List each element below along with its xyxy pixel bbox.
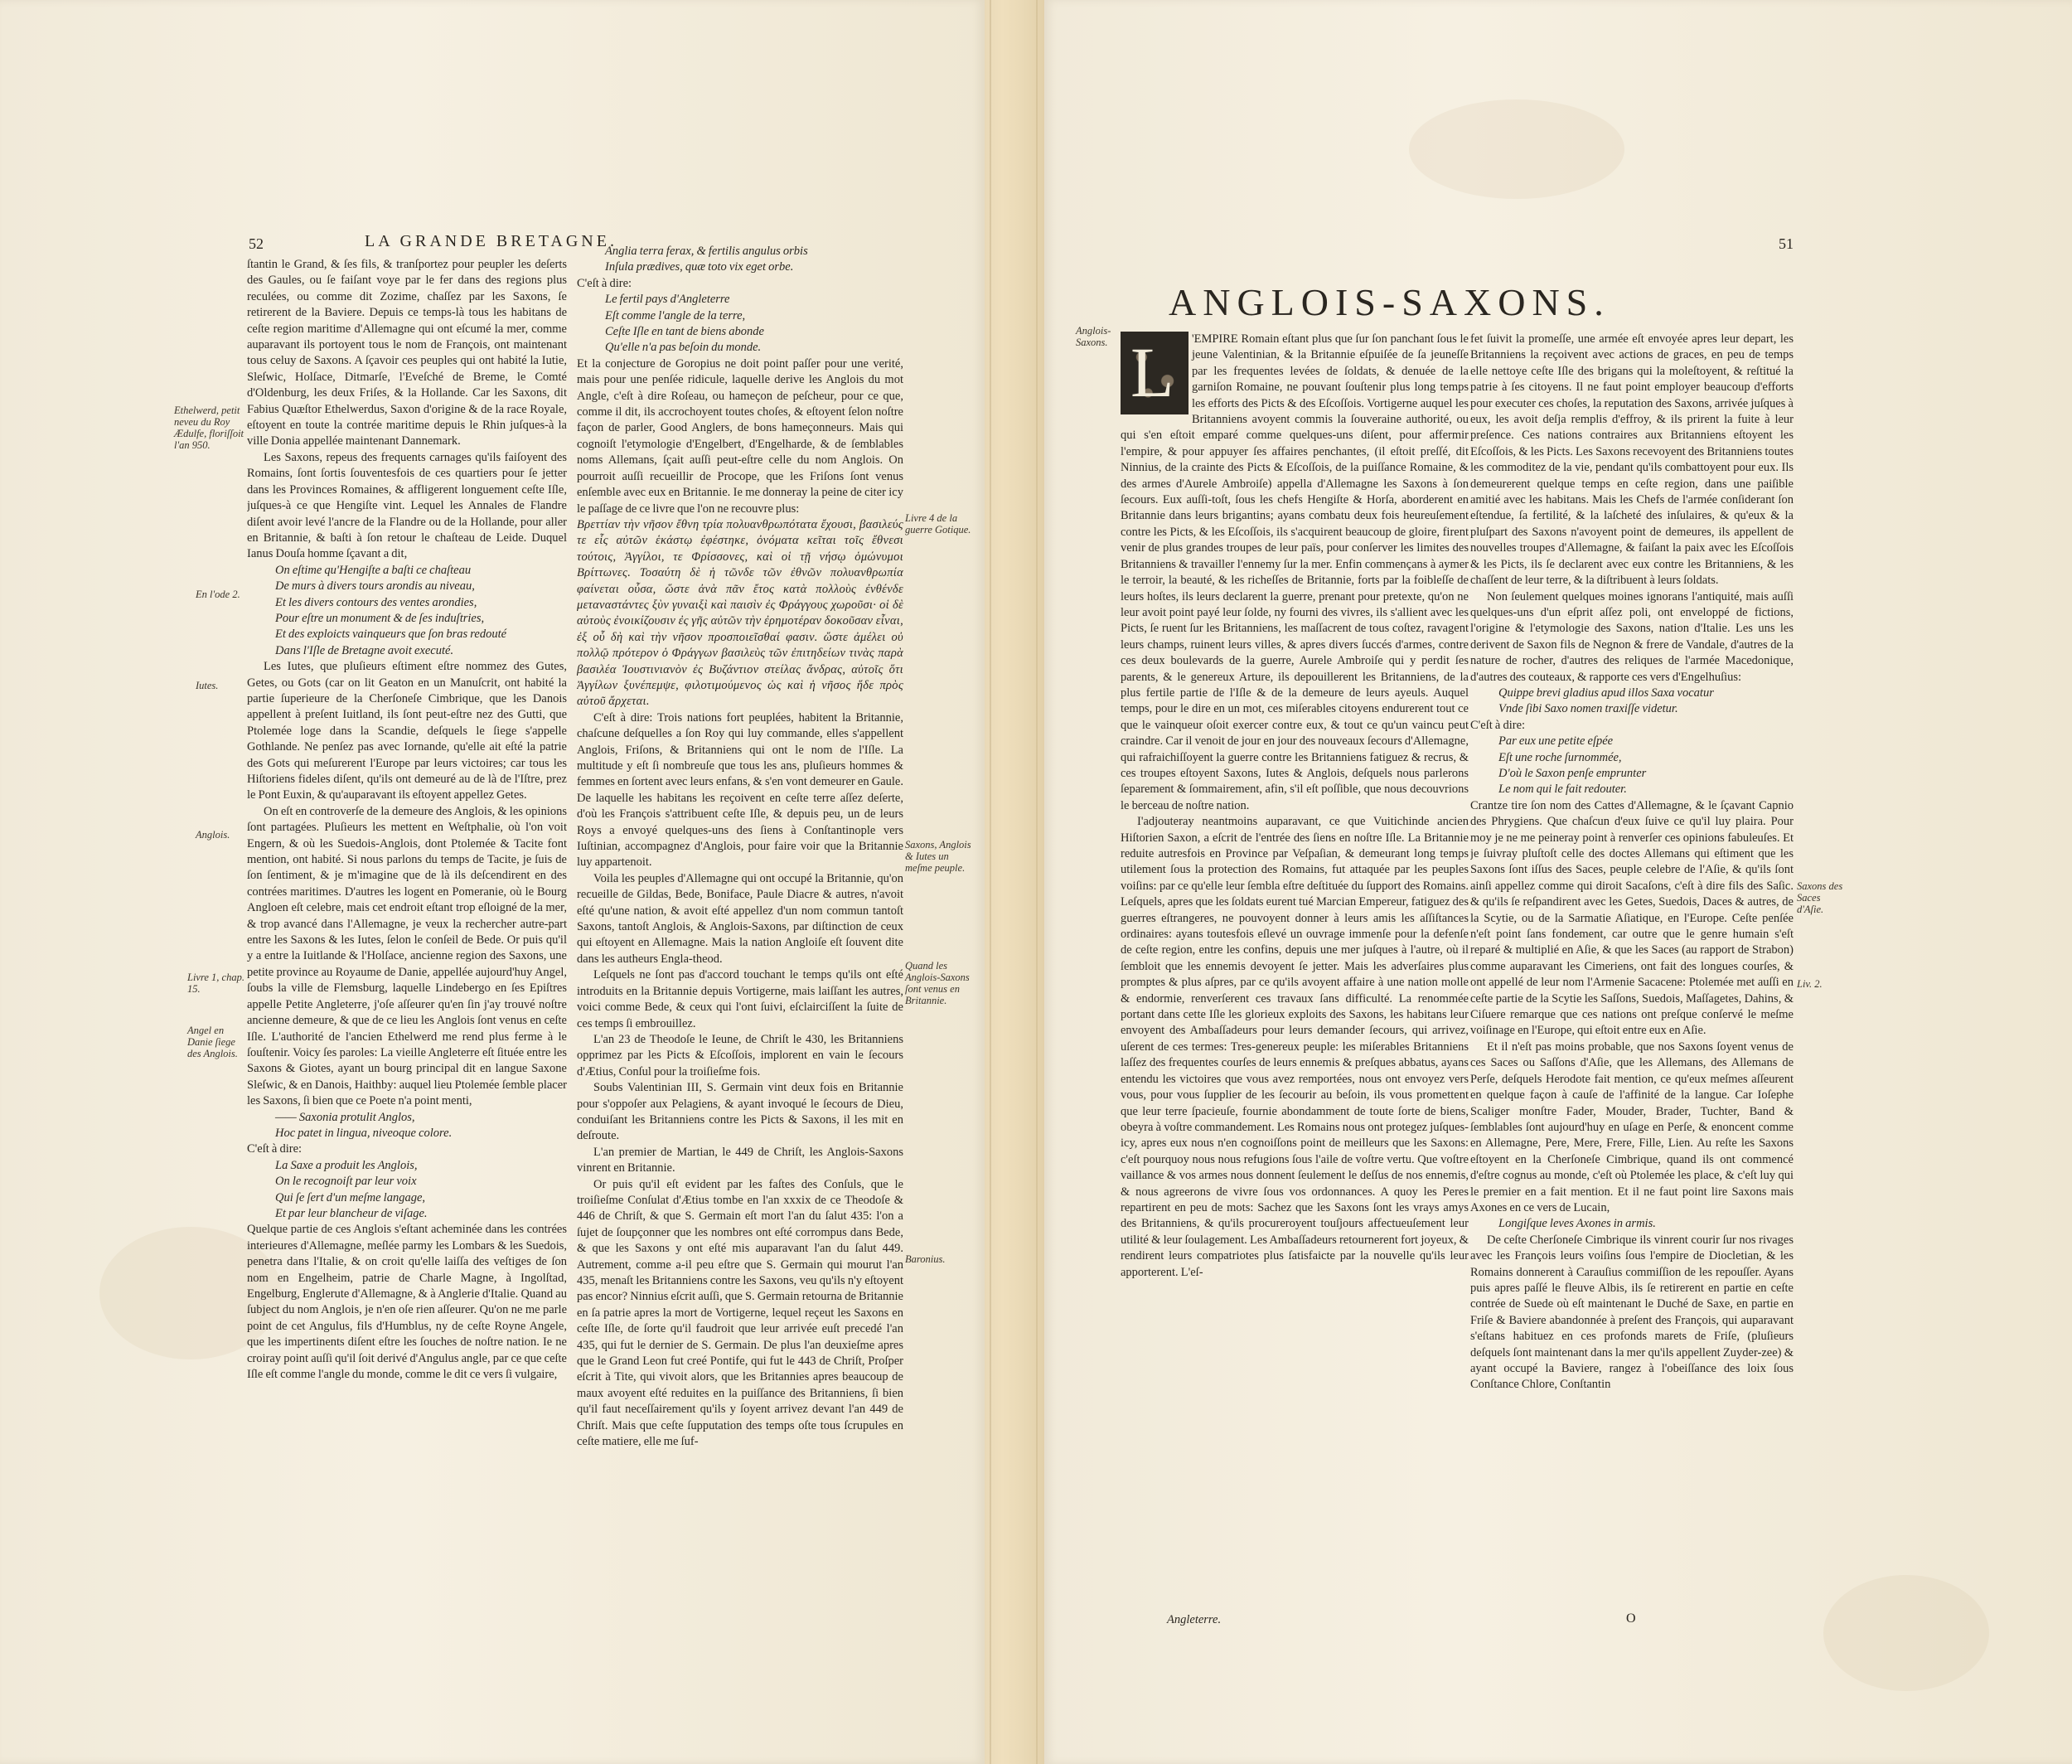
verse-line: Anglia terra ferax, & fertilis angulus orbis xyxy=(605,245,808,258)
paragraph: Soubs Valentinian III, S. Germain vint deux fois en Britannie pour s'oppoſer aux Pelagiens, & ayant invoqué le ſecours de Dieu, conduiſant les Britanniens contre les Picts & Saxons, il les mit en deſroute. xyxy=(577,1081,903,1143)
paragraph: fet ſuivit la promeſſe, une armée eſt envoyée apres leur depart, les Britanniens la reçoivent avec actions de graces, en peu de temps elle nettoye ceſte Iſle des brigans qui la moleſtoyent, & reſtitué la patrie à ſes citoyens. Il ne faut point employer beaucoup d'efforts pour executer ces choſes, la reputation des Saxons, arrivée juſques à eux, les avoit deſja remplis d'effroy, & ils prirent la fuite à leur preſence. Ces nations contraires aux Britanniens eſtoyent les Eſcoſſois, & les Picts. Les Saxons recevoyent des Britanniens toutes les commoditez de la vie, pendant qu'ils combattoyent pour eux. Ils demeurerent quelque temps en ceſte region, dans une paiſible amitié avec les habitans. Mais les Chefs de l'armée conſiderant ſon eſtendue, ſa fertilité, & la laſcheté des inſulaires, & qu'eux & la pluſpart des Saxons n'avoyent point de demeures, ils appellent de nouvelles troupes d'Allemagne, & faiſant la paix avec les Eſcoſſois & les Picts, ils ſe declarent avec eux contre les Britanniens, & les chaſſent de leur terre, & la diſtribuent à leurs ſoldats. xyxy=(1470,332,1794,588)
paragraph: C'eſt à dire: xyxy=(577,276,632,290)
margin-note: Saxons, Anglois & Iutes un meſme peuple. xyxy=(905,839,971,874)
dropcap-letter: L xyxy=(1130,332,1174,412)
paragraph: 'EMPIRE Romain eſtant plus que ſur ſon panchant ſous le jeune Valentinian, & la Britannie eſpuiſée de ſa jeuneſſe par les frequentes levées de ſoldats, & denuée de la garniſon Romaine, ne pouvant ſouſtenir plus long temps les efforts des Picts & des Eſcoſſois. Vortigerne auquel les Britanniens avoyent commis la ſouveraine authorité, ou qui s'en eſtoit emparé comme quelques-uns diſent, pour affermir l'empire, & pour appuyer ſes affaires penchantes, (il eſtoit preſſé, dit Ninnius, de la crainte des Picts & Eſcoſſois, de la puiſſance Romaine, & des armes d'Aurele Ambroiſe) appella d'Allemagne les Saxons à ſon ſecours. Eux auſſi-toſt, ſous les chefs Hengiſte & Horſa, aborderent en Britannie dans leurs brigantins; ayans combatu deux fois heureuſement contre les Picts, & les Eſcoſſois, ils s'acquirent beaucoup de gloire, firent venir de plus grandes troupes de leur païs, pour conſerver les limites des Britanniens & travailler l'ennemy ſur la mer. Enfin commençans à aymer le terroir, la beauté, & les richeſſes de Britannie, forts par la foibleſſe de leurs hoſtes, ils leurs declarent la guerre, prenant pour pretexte, qu'on ne leur avoit point payé leur ſolde, ny fourni des vivres, ils s'allient avec les Picts, ſe ruent ſur les Britanniens, les maſſacrent de tous coſtez, ravagent leurs champs, ruinent leurs villes, & apres divers ſuccés d'armes, contre ces deux boulevards de la guerre, Aurele Ambroiſe qui y perdit ſes parents, & le genereux Arture, ils depouillerent les Britanniens, de la plus fertile partie de l'Iſle & de la demeure de leurs ayeuls. Auquel temps, pour le dire en un mot, ces miſerables citoyens endurerent tout ce que le vainqueur oſoit exercer contre eux, & tout ce qu'un vaincu peut craindre. Car il venoit de jour en jour des nouveaux ſecours d'Allemagne, qui rafraichiſſoyent la guerre contre les Britanniens fatiguez & recrus, & ces troupes eſtoyent Saxons, Iutes & Anglois, deſquels nous parlerons ſeparement & ſommairement, afin, s'il eſt poſſible, que nous decouvrions le berceau de noſtre nation. xyxy=(1121,332,1469,812)
paragraph: Et il n'eſt pas moins probable, que nos Saxons ſoyent venus de ces Saces ou Saſſons d'Aſie, que les Allemans, des Allemans de Perſe, deſquels Herodote fait mention, ce qu'eux meſmes aſſeurent en quelque façon à cauſe de l'affinité de la langue. Car Ioſephe Scaliger monſtre Fader, Mouder, Brader, Tuchter, Band & ſemblables ſont aujourd'huy en uſage en Perſe, & enoncent comme en Allemagne, Pere, Mere, Frere, Fille, Lien. Au reſte les Saxons eſtoyent en la Cherſoneſe Cimbrique, quand ils ont commencé d'eſtre cognus au monde, c'eſt où Ptolemée les place, & c'eſt luy qui le premier en a fait mention. Et il ne faut point lire Saxons mais Axones en ce vers de Lucain, xyxy=(1470,1040,1794,1214)
verse-line: Quippe brevi gladius apud illos Saxa vocatur xyxy=(1498,686,1714,700)
paragraph: C'eſt à dire: xyxy=(1470,718,1526,732)
paragraph: C'eſt à dire: Trois nations fort peuplées, habitent la Britannie, chaſcune deſquelles a ſon Roy qui luy commande, elles s'appellent Anglois, Friſons, & Britanniens qui ont le nom de l'Iſle. La multitude y eſt ſi nombreuſe que tous les ans, pluſieurs hommes & femmes en ſortent avec leurs enfans, & s'en vont demeurer en Gaule. De laquelle les habitans les reçoivent en ceſte terre aſſez deſerte, d'où les François s'attribuent ceſte Iſle, & depuis peu, un de leurs Roys a envoyé quelques-uns des ſiens à Conſtantinople vers Iuſtinian, accompagnez d'Anglois, pour faire voir que la Britannie luy appartenoit. xyxy=(577,710,903,870)
verse-line: Longiſque leves Axones in armis. xyxy=(1498,1217,1656,1231)
verse-line: Qu'elle n'a pas beſoin du monde. xyxy=(605,341,762,355)
paragraph: Or puis qu'il eſt evident par les faſtes des Conſuls, que le troiſieſme Conſulat d'Ætius tombe en l'an xxxix de ce Theodoſe & 446 de Chriſt, & que S. Germain eſt mort l'an du ſalut 435: l'on a ſujet de ſoupçonner que les nombres ont eſté corrompus dans Bede, & que les Saxons y ont eſté mis auparavant l'an du ſalut 449. Autrement, comme a-il peu eſtre que S. Germain qui mourut l'an 435, menaſt les Britanniens contre les Saxons, veu qu'ils n'y eſtoyent pas encor? Ninnius eſcrit auſſi, que S. Germain retourna de Britannie en ſa patrie apres la mort de Vortigerne, lequel reçeut les Saxons en ceſte Iſle, de ſorte qu'il faudroit que leur arrivée euſt precedé l'an 435, qui fut le dernier de S. Germain. De plus l'an deuxieſme apres que le Grand Leon fut creé Pontife, qui fut le 443 de Chriſt, Proſper eſcrit à Tite, qui vivoit alors, que les Britannies apres beaucoup de maux avoyent eſté reduites en la puiſſance des Britanniens, ſi bien qu'il faut neceſſairement qu'ils y ſoyent arrivez devant l'an 449 de Chriſt. Mais que ceſte ſupputation des temps oſte tous ſcrupules en ceſte matiere, elle me ſuf- xyxy=(577,1177,903,1449)
paragraph: Voila les peuples d'Allemagne qui ont occupé la Britannie, qu'on recueille de Gildas, Bede, Boniface, Paule Diacre & autres, n'avoit eſté qu'une nation, & avoit eſté appellez d'un nom commun tantoſt Saxons, tantoſt Anglois, & Anglois-Saxons, par diſtinction de ceux qui eſtoyent en Allemagne. Mais la nation Angloiſe eſt ſouvent dite dans les autheurs Engla-theod. xyxy=(577,871,903,966)
paragraph: I'adjouteray neantmoins auparavant, ce que Vuitichinde ancien Hiſtorien Saxon, a eſcrit de l'entrée des ſiens en noſtre Iſle. La Britannie reduite autresfois en Province par Veſpaſian, & demeurant long temps utilement ſous la protection des Romains, fut attaquée par les peuples voiſins: par ce qu'elle leur ſembla eſtre deſtituée du ſupport des Romains. Leſquels, apres que les ſoldats eurent tué Marcian Empereur, fatiguez des guerres eſtrangeres, ne pouvoyent donner à leurs amis les aſſiſtances ordinaires: ayans toutesfois eſlevé un ouvrage immenſe pour la defenſe de ceſte region, entre les confins, depuis une mer juſques à l'autre, où il ſembloit que les ennemis devoyent ſe jetter. Mais les adverſaires plus promptes & plus aſpres, par ce qu'ils avoyent affaire à une nation molle & endormie, renverſerent ces travaux ſans difficulté. La renommée portant dans cette Iſle les glorieux exploits des Saxons, les habitans leur envoyent des Ambaſſadeurs pour leurs demander ſecours, qui arrivez, uſerent de ces termes: Tres-genereux peuple: les miſerables Britanniens laſſez des frequentes courſes de leurs ennemis & preſques abbatus, ayans entendu les victoires que vous avez remportées, nous ont envoyez vers vous, pour vous ſupplier de les ſecourir au beſoin, ils vous promettent que leur terre ſpacieuſe, fournie abondamment de toute ſorte de biens, obeyra à voſtre commandement. Les Romains nous ont protegez juſques-icy, apres eux nous n'en cognoiſſons point de meilleurs que les Saxons: c'eſt pourquoy nous nous refugions ſous l'aile de voſtre vertu. Que voſtre vaillance & vos armes nous donnent ſeulement le deſſus de nos ennemis, & nous agreerons de vivre ſous vos ordonnances. A quoy les Peres repartirent en peu de mots: Sachez que les Saxons ſont les vrays amys des Britanniens, & qu'ils procureroyent touſjours affectueuſement leur utilité & leur ſoulagement. Les Ambaſſadeurs retournerent fort joyeux, & rendirent leurs compatriotes plus ſatisfaicte par la nouvelle qu'ils leur apporterent. L'eſ- xyxy=(1121,815,1469,1279)
verse-line: Inſula prædives, quæ toto vix eget orbe. xyxy=(605,260,794,274)
verse-line: On eſtime qu'Hengiſte a baſti ce chaſteau xyxy=(275,563,472,577)
verse-line: D'où le Saxon penſe emprunter xyxy=(1498,766,1647,780)
margin-note: Anglois-Saxons. xyxy=(1076,325,1111,348)
dropcap-spacer xyxy=(1121,332,1192,414)
verse-line: Et les divers contours des ventes arondies, xyxy=(275,595,477,609)
paragraph: L'an 23 de Theodoſe le Ieune, de Chriſt le 430, les Britanniens opprimez par les Picts & Eſcoſſois, implorent en vain le ſecours d'Ætius, Conſul pour la troiſieſme fois. xyxy=(577,1032,903,1078)
margin-note: Livre 4 de la guerre Gotique. xyxy=(905,512,971,536)
margin-note: Baronius. xyxy=(905,1253,946,1265)
verse-line: Dans l'Iſle de Bretagne avoit executé. xyxy=(275,643,454,657)
catchword: Angleterre. xyxy=(1167,1613,1222,1626)
right-page-number: 51 xyxy=(1779,235,1794,252)
verse-line: —— Saxonia protulit Anglos, xyxy=(275,1110,415,1124)
verse-line: Hoc patet in lingua, niveoque colore. xyxy=(275,1126,453,1140)
left-running-head: LA GRANDE BRETAGNE. xyxy=(365,232,617,250)
paragraph: Leſquels ne ſont pas d'accord touchant le temps qu'ils ont eſté introduits en la Britannie depuis Vortigerne, mais laiſſant les autres, voici comme Bede, & ceux qui l'ont ſuivi, eſclairciſſent la ſuite de ces temps ſi embrouillez. xyxy=(577,968,903,1030)
paragraph: L'an premier de Martian, le 449 de Chriſt, les Anglois-Saxons vinrent en Britannie. xyxy=(577,1145,903,1175)
paper-stain xyxy=(1823,1575,1989,1691)
paragraph: Les Iutes, que pluſieurs eſtiment eſtre nommez des Gutes, Getes, ou Gots (car on lit Geaton en un Manuſcrit, ont habité la partie ſuperieure de la Cherſoneſe Cimbrique, que les Danois appellent à preſent Iuitland, ils ſont peut-eſtre nez des Gutti, que Ptolemée loge dans la Scandie, deſquels le ſiege s'appelle Gothlande. Ne penſez pas avec Iornande, qu'elle ait eſté la patrie des Gots qui meſurerent l'Europe par leurs victoires; car tous les Hiſtoriens fideles diſent, qu'ils ont demeuré au de là de l'Iſtre, prez le Pont Euxin, & qu'auparavant ils eſtoyent appellez Getes. xyxy=(247,660,567,802)
margin-note: Liv. 2. xyxy=(1797,978,1823,990)
verse-line: Eſt une roche ſurnommée, xyxy=(1498,750,1622,764)
verse-line: Le fertil pays d'Angleterre xyxy=(605,293,730,307)
paragraph: Crantze tire ſon nom des Cattes d'Allemagne, & le ſçavant Capnio des Phrygiens. Que chaſcun d'eux ſuive ce qu'il luy plaira. Pour moy je ne me peineray point à renverſer ces opinions fabuleuſes. Et je ſuivray pluſtoſt celle des doctes Allemans qui eſtiment que les Saxons ſont iſſus des Saces, peuple celebre de l'Aſie, & qu'ils ſont ainſi appellez comme qui diroit Sacaſons, c'eſt à dire fils des Saſic. & qu'ils ſe reſpandirent avec les Getes, Suedois, Daces & autres, de la Scytie, ou de la Sarmatie Aſiatique, en l'Europe. Ceſte penſée n'eſt point ſans fondement, car outre que le genre humain s'eſt reparé & multiplié en Aſie, & que les Saces (au rapport de Strabon) comme auparavant les Cimeriens, ont fait des longues courſes, & ont appellé de leur nom l'Armenie Sacacene: Ptolemée met auſſi en ceſte partie de la Scytie les Saſſons, Suedois, Maſſagetes, Dahins, & Ciſuere remarque que ces nations ont preſque conſervé le meſme voiſinage en l'Europe, qui eſtoit entre eux en Aſie. xyxy=(1470,798,1794,1038)
right-text-column-1 xyxy=(1121,332,1469,1608)
margin-note: Iutes. xyxy=(196,680,219,691)
paragraph: On eſt en controverſe de la demeure des Anglois, & les opinions ſont partagées. Pluſieurs les mettent en Weſtphalie, où l'on voit Engern, & où les Suedois-Anglois, dont Ptolemée & Tacite font mention, ont habité. Si nous parlons du temps de Tacite, je ſuis de ſon ſentiment, & je m'imagine que de là ils deſcendirent en des contrées maritimes. D'autres les logent en Pomeranie, où le Bourg Angloen eſt celebre, mais cet endroit eſtant trop eſloigné de la mer, & trop avancé dans l'Allemagne, je veux la rechercher autre-part entre les Saxons & les Iutes, ſelon le conſeil de Bede. Or puis qu'il y a entre la Iuitlande & l'Holſace, ancienne region des Saxons, une petite province au Royaume de Danie, appellée aujourd'huy Angel, ſoubs la ville de Flemsburg, laquelle Lindebergo en ſes Epiſtres appelle Petite Angleterre, j'oſe aſſeurer qu'en ſin j'ay trouvé noſtre ancienne demeure, & que de ce lieu les Anglois ſont venus en ceſte Iſle. L'authorité de l'ancien Ethelwerd me rend plus ferme à le ſouſtenir. Voicy ſes paroles: La vieille Angleterre eſt ſituée entre les Saxons & Giotes, ayant un bourg principal dit en langue Saxone Sleſwic, & en Danois, Haithby: auquel lieu Ptolemée ſemble placer les Saxons, ſi bien que ce Poete n'a point menti, xyxy=(247,804,567,1108)
verse-line: Le nom qui le fait redouter. xyxy=(1498,783,1627,797)
margin-note: Livre 1, chap. 15. xyxy=(187,972,244,995)
paragraph: Quelque partie de ces Anglois s'eſtant acheminée dans les contrées interieures d'Allemagne, meſlée parmy les Lombars & les Suedois, penetra dans l'Italie, & on croit qu'elle laiſſa des veſtiges de ſon nom en Engelheim, patrie de Charle Magne, à Ingolſtad, Engelburg, Englerute d'Allemagne, & à Anglerie d'Italie. Quand au ſubject du nom Anglois, je n'en oſe rien aſſeurer. Qu'on ne me parle point de cet Angulus, fils d'Humblus, ny de ceſte Royne Angele, que les impertinents diſent eſtre les ſouches de noſtre nation. Ie ne croiray point auſſi qu'il ſoit derivé d'Angulus angle, par ce que ceſte Iſle eſt comme l'angle du monde, comme le dit ce vers ſi vulgaire, xyxy=(247,1223,567,1382)
verse-line: Par eux une petite eſpée xyxy=(1498,734,1614,749)
verse-line: Pour eſtre un monument & de ſes induſtries, xyxy=(275,611,485,625)
paragraph: Non ſeulement quelques moines ignorans l'antiquité, mais auſſi quelques-uns d'un eſprit aſſez poli, ont enveloppé de fictions, l'origine & l'etymologie des Saxons, nation d'Italie. Les uns les derivent de Saxon fils de Negnon & frere de Vandale, d'autres de la nature de rocher, d'autres des reliques de l'armée Macedonique, d'autres des couteaux, & rapporte ces vers d'Engelhuſius: xyxy=(1470,589,1794,684)
left-page-number: 52 xyxy=(249,235,264,252)
left-text-column-2 xyxy=(577,244,903,1620)
paragraph: Les Saxons, repeus des frequents carnages qu'ils faiſoyent des Romains, ſont ſortis ſouventesfois de ces quartiers pour ſe jetter dans les Provinces Romaines, & affligerent longuement ceſte Iſle, juſques-à ce que Hengiſte vint. Lequel les Annales de Flandre diſent avoir levé l'ancre de la Flandre ou de la Hollande, pour aller en Britannie, & baſti à ſon retour le chaſteau de Leide. Duquel Ianus Douſa homme ſçavant a dit, xyxy=(247,450,567,561)
margin-note: Quand les Anglois-Saxons ſont venus en Britannie. xyxy=(905,960,970,1006)
page-title: ANGLOIS-SAXONS. xyxy=(1169,281,1610,323)
verse-line: Qui ſe ſert d'un meſme langage, xyxy=(275,1190,426,1204)
margin-note: Angel en Danie ſiege des Anglois. xyxy=(187,1025,238,1059)
binding-strip xyxy=(985,0,1044,1764)
margin-note: Anglois. xyxy=(196,829,230,841)
verse-line: Eſt comme l'angle de la terre, xyxy=(605,308,746,322)
paper-stain xyxy=(1409,99,1624,199)
signature-mark: O xyxy=(1626,1611,1636,1626)
verse-line: Et par leur blancheur de viſage. xyxy=(275,1206,428,1220)
verse-line: Ceſte Iſle en tant de biens abonde xyxy=(605,325,764,339)
verse-line: La Saxe a produit les Anglois, xyxy=(275,1158,418,1172)
verse-line: On le recognoiſt par leur voix xyxy=(275,1175,417,1189)
verse-line: De murs à divers tours arondis au niveau, xyxy=(275,579,475,594)
verse-line: Et des exploicts vainqueurs que ſon bras redouté xyxy=(275,628,507,642)
left-text-column-1 xyxy=(247,257,567,1616)
margin-note: Saxons des Saces d'Aſie. xyxy=(1797,880,1843,915)
paragraph: C'eſt à dire: xyxy=(247,1142,303,1156)
paragraph: Et la conjecture de Goropius ne doit point paſſer pour une verité, mais pour une penſée ridicule, laquelle derive les Anglois du mot Angle, c'eſt à dire Roſeau, ou hameçon de peſcheur, pour ce que, comme il dit, ils accrochoyent toutes choſes, & eſtoyent ſelon noſtre façon de parler, Good Anglers, de bons hameçonneurs. Mais qui cognoiſt l'etymologie d'Engelbert, d'Engelharde, & de ſemblables noms Allemans, ſçait auſſi peut-eſtre celle du nom Anglois. On pourroit auſſi recueillir de Procope, que les Friſons ſont venus enſemble avec eux en Britannie. Ie me donneray la peine de citer icy le paſſage de ce livre que l'on ne recouvre plus: xyxy=(577,356,903,516)
paragraph: De ceſte Cherſoneſe Cimbrique ils vinrent courir ſur nos rivages avec les François leurs voiſins ſous l'empire de Diocletian, & les Romains donnerent à Carauſius commiſſion de les repouſſer. Ayans puis apres paſſé le fleuve Albis, ils ſe retirerent en partie en ceſte contrée de Suede où eſt maintenant le Duché de Saxe, en partie en Friſe & Baviere abandonnée à preſent des François, qui auparavant s'eſtans habituez en ces profonds marets de Friſe, (pluſieurs deſquels ſont maintenant dans la mer qu'ils appellent Zuyder-zee) & ayant occupé la Baviere, rangez à l'obeiſſance des loix ſous Conſtance Chlore, Conſtantin xyxy=(1470,1233,1794,1392)
right-text-column-2 xyxy=(1470,332,1794,1625)
greek-passage: Βρεττίαν τὴν νῆσον ἔθνη τρία πολυανθρωπότατα ἔχουσι, βασιλεύς τε εἷς αὐτῶν ἑκάστῳ ἐφέστηκε, ὀνόματα κεῖται τοῖς ἔθνεσι τούτοις, Ἀγγίλοι, τε Φρίσσονες, καὶ οἱ τῇ νήσῳ ὁμώνυμοι Βρίττωνες. Τοσαύτη δὲ ἡ τῶνδε τῶν ἐθνῶν πολυανθρωπία φαίνεται οὖσα, ὥστε ἀνὰ πᾶν ἔτος κατὰ πολλοὺς ἐνθένδε μεταναστάντες ξὺν γυναιξὶ καὶ παισὶν ἐς Φράγγους χωροῦσι· οἱ δὲ αὐτοὺς ἐνοικίζουσιν ἐς γῆς αὐτῶν τὴν ἐρημοτέραν δοκοῦσαν εἶναι, ἐξ οὗ δὴ καὶ τὴν νῆσον προσποιεῖσθαί φασιν. ὥστε ἀμέλει οὐ πολλῷ πρότερον ὁ Φράγγων βασιλεὺς τῶν ἐπιτηδείων τινὰς παρὰ βασιλέα Ἰουστινιανὸν ἐς Βυζάντιον στείλας ἄνδρας, αὐτοῖς ὅτι Ἀγγίλων ξυνέπεμψε, φιλοτιμούμενος ὡς καὶ ἡ νῆσος ἥδε πρὸς αὐτοῦ ἄρχεται. xyxy=(577,517,903,709)
margin-note: Ethelwerd, petit neveu du Roy Ædulfe, floriſſoit l'an 950. xyxy=(174,405,244,451)
paragraph: ſtantin le Grand, & ſes fils, & tranſportez pour peupler les deſerts des Gaules, ou ſe faiſant voye par le fer dans des regions plus reculées, ou comme dit Zozime, chaſſez par les Saxons, ſe retirerent de la Baviere. Depuis ce temps-là tous les habitans de ceſte region maritime d'Allemagne qui ont eſcumé la mer, comme auparavant ils portoyent tous le nom de François, ont maintenant tous celuy de Saxons. A ſçavoir ces peuples qui ont habité la Iutie, Sleſwic, Holſace, Ditmarſe, l'Eveſché de Breme, le Comté d'Oldenburg, les deux Friſes, & la Hollande. Car les Saxons, dit Fabius Quæſtor Ethelwerdus, Saxon d'origine & de la race Royale, eſtoyent en toute la contrée maritime depuis le Rhin juſques-à la ville Donia appellée maintenant Dannemark. xyxy=(247,258,567,448)
verse-line: Vnde ſibi Saxo nomen traxiſſe videtur. xyxy=(1498,702,1678,716)
margin-note: En l'ode 2. xyxy=(196,589,240,600)
